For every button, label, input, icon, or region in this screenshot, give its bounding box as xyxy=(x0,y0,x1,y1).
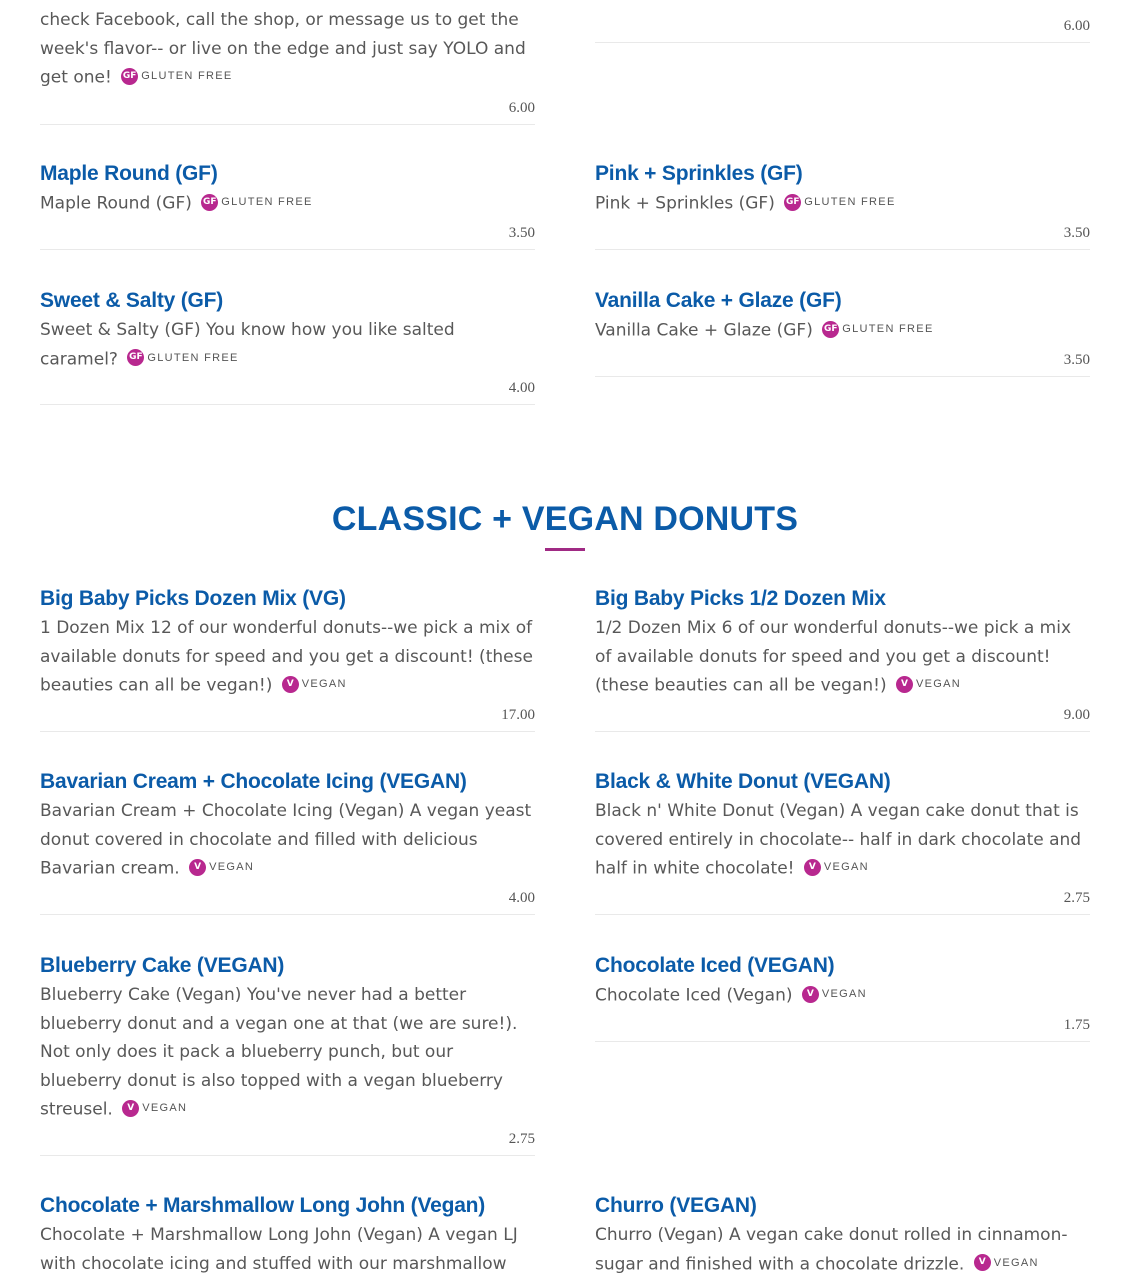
item-description: Maple Round (GF) GF GLUTEN FREE xyxy=(40,193,313,214)
item-description: Black n' White Donut (Vegan) A vegan cake donut that is covered entirely in chocolate-- half in dark chocolate and half in white chocolate! V VEGAN xyxy=(595,801,1082,879)
item-price: 2.75 xyxy=(508,1131,535,1148)
vegan-label: VEGAN xyxy=(209,861,255,874)
item-price: 4.00 xyxy=(508,890,535,907)
gluten-free-badge-icon: GF xyxy=(127,349,144,366)
vegan-label: VEGAN xyxy=(823,861,869,874)
vegan-badge-icon: V xyxy=(802,986,819,1003)
item-divider xyxy=(595,731,1090,732)
item-divider xyxy=(40,404,535,405)
section-heading-underline xyxy=(545,548,585,551)
section-heading: CLASSIC + VEGAN DONUTS xyxy=(331,500,799,538)
gluten-free-badge-icon: GF xyxy=(201,194,218,211)
menu-item[interactable] xyxy=(595,286,1090,377)
item-price: 3.50 xyxy=(1063,224,1090,241)
vegan-badge-icon: V xyxy=(189,859,206,876)
item-price: 6.00 xyxy=(1063,18,1090,34)
vegan-label: VEGAN xyxy=(301,678,347,691)
item-price: 9.00 xyxy=(1063,707,1090,724)
item-description: Churro (Vegan) A vegan cake donut rolled in cinnamon-sugar and finished with a chocolate drizzle. V VEGAN xyxy=(595,1225,1068,1274)
gluten-free-badge-icon: GF xyxy=(822,321,839,338)
item-title[interactable]: Big Baby Picks 1/2 Dozen Mix xyxy=(595,587,886,610)
item-description: Vanilla Cake + Glaze (GF) GF GLUTEN FREE xyxy=(595,320,934,341)
item-price: 4.00 xyxy=(508,380,535,397)
vegan-badge-icon: V xyxy=(974,1254,991,1271)
item-divider xyxy=(595,42,1090,43)
menu-item[interactable] xyxy=(40,584,535,732)
gluten-free-label: GLUTEN FREE xyxy=(141,70,233,83)
gluten-free-badge-icon: GF xyxy=(121,68,138,85)
menu-item[interactable] xyxy=(40,951,535,1156)
vegan-label: VEGAN xyxy=(916,678,962,691)
menu-item[interactable] xyxy=(40,1191,535,1278)
menu-item[interactable] xyxy=(595,584,1090,732)
item-title[interactable]: Bavarian Cream + Chocolate Icing (VEGAN) xyxy=(40,770,467,793)
item-divider xyxy=(595,376,1090,377)
item-title[interactable]: Chocolate + Marshmallow Long John (Vegan) xyxy=(40,1194,486,1217)
item-divider xyxy=(40,731,535,732)
item-divider xyxy=(40,914,535,915)
vegan-badge-icon: V xyxy=(804,859,821,876)
item-title[interactable]: Pink + Sprinkles (GF) xyxy=(595,162,803,185)
item-description: Blueberry Cake (Vegan) You've never had a better blueberry donut and a vegan one at that (we are sure!). Not only does it pack a blueberry punch, but our blueberry donut is also topped with a vegan blueberry streusel. V VEGAN xyxy=(40,985,518,1120)
item-title[interactable]: Big Baby Picks Dozen Mix (VG) xyxy=(40,587,346,610)
gluten-free-label: GLUTEN FREE xyxy=(804,196,896,208)
menu-item-weekly-flavor xyxy=(40,6,535,125)
item-divider xyxy=(595,914,1090,915)
item-title[interactable]: Black & White Donut (VEGAN) xyxy=(595,770,891,793)
gluten-free-label: GLUTEN FREE xyxy=(842,323,934,335)
vegan-label: VEGAN xyxy=(993,1256,1039,1269)
item-description: check Facebook, call the shop, or message us to get the week's flavor-- or live on the edge and just say YOLO and get one! GF GLUTEN FREE xyxy=(40,10,526,88)
item-title[interactable]: Sweet & Salty (GF) xyxy=(40,289,224,312)
menu-item[interactable] xyxy=(40,159,535,250)
item-price: 17.00 xyxy=(501,707,535,724)
item-divider xyxy=(40,1155,535,1156)
gluten-free-badge-icon: GF xyxy=(784,194,801,211)
item-title[interactable]: Churro (VEGAN) xyxy=(595,1194,757,1217)
item-description: Chocolate + Marshmallow Long John (Vegan) A vegan LJ with chocolate icing and stuffed with our marshmallow xyxy=(40,1225,518,1274)
item-price: 6.00 xyxy=(508,100,535,117)
vegan-label: VEGAN xyxy=(142,1102,188,1115)
item-divider xyxy=(40,249,535,250)
gluten-free-label: GLUTEN FREE xyxy=(221,196,313,208)
item-price: 1.75 xyxy=(1063,1016,1090,1033)
menu-item[interactable] xyxy=(595,159,1090,250)
item-description: Sweet & Salty (GF) You know how you like salted caramel? GF GLUTEN FREE xyxy=(40,320,455,369)
item-title[interactable]: Maple Round (GF) xyxy=(40,162,218,185)
item-divider xyxy=(595,1041,1090,1042)
item-description: 1 Dozen Mix 12 of our wonderful donuts--we pick a mix of available donuts for speed and you get a discount! (these beauties can all be vegan!) V VEGAN xyxy=(40,618,533,696)
vegan-label: VEGAN xyxy=(821,988,867,1000)
vegan-badge-icon: V xyxy=(282,676,299,693)
item-price: 3.50 xyxy=(1063,351,1090,368)
gluten-free-label: GLUTEN FREE xyxy=(147,351,239,364)
vegan-badge-icon: V xyxy=(896,676,913,693)
menu-item-right-top xyxy=(595,16,1090,43)
item-divider xyxy=(40,124,535,125)
menu-item[interactable] xyxy=(40,286,535,405)
item-description: Bavarian Cream + Chocolate Icing (Vegan) A vegan yeast donut covered in chocolate and filled with delicious Bavarian cream. V VEGAN xyxy=(40,801,532,879)
menu-item[interactable] xyxy=(595,951,1090,1042)
menu-item[interactable] xyxy=(595,1191,1090,1278)
vegan-badge-icon: V xyxy=(122,1100,139,1117)
menu-item[interactable] xyxy=(595,767,1090,915)
item-divider xyxy=(595,249,1090,250)
item-description: Pink + Sprinkles (GF) GF GLUTEN FREE xyxy=(595,193,896,214)
item-title[interactable]: Chocolate Iced (VEGAN) xyxy=(595,954,835,977)
item-title[interactable]: Blueberry Cake (VEGAN) xyxy=(40,954,285,977)
item-price: 2.75 xyxy=(1063,890,1090,907)
menu-item[interactable] xyxy=(40,767,535,915)
item-description: 1/2 Dozen Mix 6 of our wonderful donuts--we pick a mix of available donuts for speed and you get a discount! (these beauties can all be vegan!) V VEGAN xyxy=(595,618,1072,696)
item-title[interactable]: Vanilla Cake + Glaze (GF) xyxy=(595,289,842,312)
item-price: 3.50 xyxy=(508,224,535,241)
item-description: Chocolate Iced (Vegan) V VEGAN xyxy=(595,985,867,1006)
